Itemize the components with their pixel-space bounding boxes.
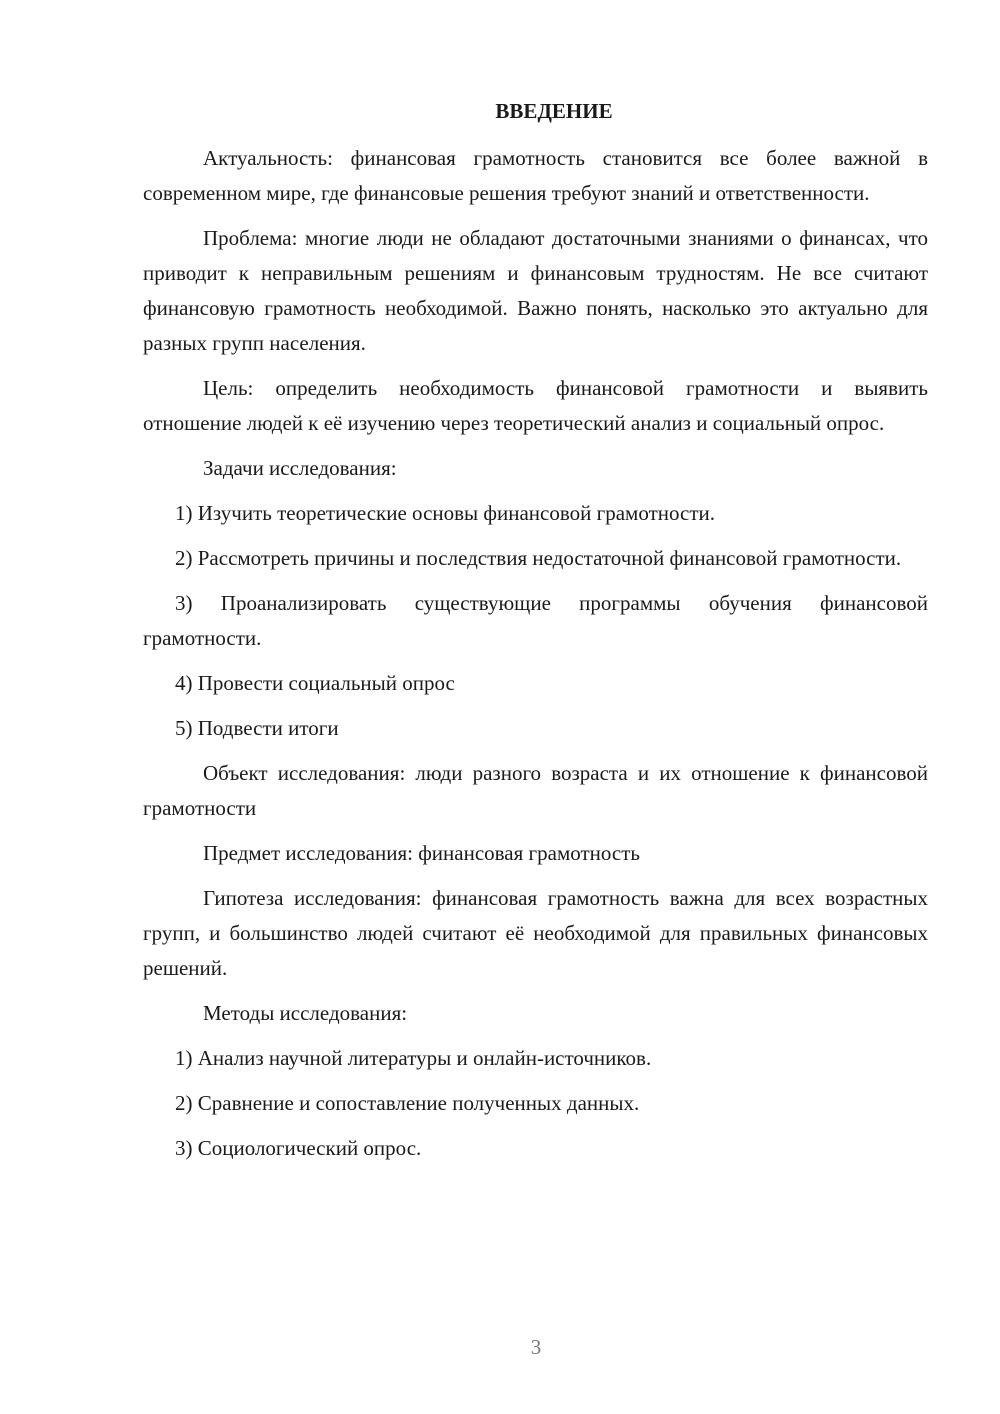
task-item: 1) Изучить теоретические основы финансовой грамотности. (175, 501, 715, 525)
method-item: 2) Сравнение и сопоставление полученных данных. (175, 1091, 640, 1115)
task-item: 4) Провести социальный опрос (175, 671, 455, 695)
page-number: 3 (530, 1335, 542, 1359)
method-item: 3) Социологический опрос. (175, 1136, 422, 1160)
relevance-paragraph: Актуальность: финансовая грамотность становится все более важной в современном мире, где финансовые решения требуют знаний и ответственности. (143, 146, 928, 205)
tasks-title: Задачи исследования: (203, 456, 397, 480)
goal-paragraph: Цель: определить необходимость финансовой грамотности и выявить отношение людей к её изучению через теоретический анализ и социальный опрос. (143, 376, 928, 435)
methods-title: Методы исследования: (203, 1001, 408, 1025)
subject-paragraph: Предмет исследования: финансовая грамотность (203, 841, 640, 865)
page-content (143, 94, 928, 1176)
problem-paragraph: Проблема: многие люди не обладают достаточными знаниями о финансах, что приводит к неправильным решениям и финансовым трудностям. Не все считают финансовую грамотность необходимой. Важно понять, насколько это актуально для разных групп населения. (143, 226, 928, 355)
section-heading: ВВЕДЕНИЕ (495, 99, 613, 123)
hypothesis-paragraph: Гипотеза исследования: финансовая грамотность важна для всех возрастных групп, и большинство людей считают её необходимой для правильных финансовых решений. (143, 886, 928, 980)
task-item: 2) Рассмотреть причины и последствия недостаточной финансовой грамотности. (175, 546, 902, 570)
method-item: 1) Анализ научной литературы и онлайн-источников. (175, 1046, 652, 1070)
object-paragraph: Объект исследования: люди разного возраста и их отношение к финансовой грамотности (143, 761, 928, 820)
task-item: 5) Подвести итоги (175, 716, 339, 740)
task-item: 3) Проанализировать существующие программы обучения финансовой грамотности. (143, 591, 928, 650)
